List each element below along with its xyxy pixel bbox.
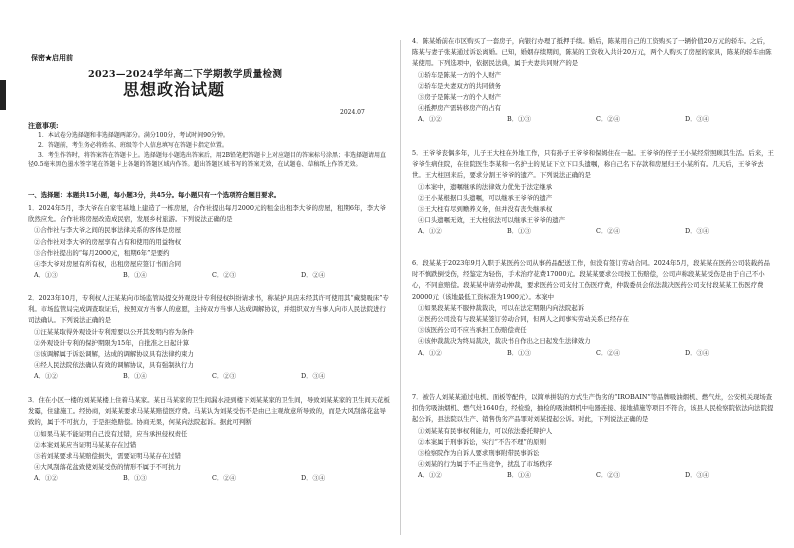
option: ①刘某某有民事权利能力，可以依法委托辩护人 — [418, 426, 553, 435]
question-1 — [28, 203, 390, 281]
option: ③该调解属于诉讼调解，达成的调解协议具有法律约束力 — [34, 350, 194, 359]
option: ②医药公司没有与段某某签订劳动合同，但两人之间事实劳动关系已经存在 — [418, 315, 629, 324]
column-divider — [400, 40, 401, 535]
answer-choices — [412, 114, 774, 125]
option: ③若刘某要求马某赔偿损失，需要证明马某存在过错 — [34, 452, 181, 461]
answer-choice: A．①② — [418, 471, 442, 480]
question-4 — [412, 36, 774, 126]
exam-title: 2023—2024学年高二下学期教学质量检测 — [88, 69, 283, 80]
answer-choice: D．③④ — [301, 474, 326, 483]
answer-choice: A．①② — [34, 474, 58, 483]
question-stem: 4．陈某婚前在市区购买了一套房子，向银行办理了抵押手续。婚后，陈某用自己的工资购买了一辆价值20万元的轿车。之后，陈某与妻子张某通过诉讼离婚。已知，婚姻存续期间，陈某的工资收入共计20万元，两个人购买了房屋的家具，陈某的轿车由陈某使用。下列选项中，依据民法典，属于夫妻共同财产的是 — [412, 37, 772, 68]
option: ②本案刘某应当证明马某某存在过错 — [34, 440, 137, 449]
notice-item: 3．考生作答时，将答案答在答题卡上。选择题每小题选出答案后，用2B铅笔把答题卡上对应题目的答案标号涂黑；非选择题请用直径0.5毫米黑色墨水签字笔在答题卡上各题的答题区域内作答。超出答题区域书写的答案无效，在试题卷、草稿纸上作答无效。 — [28, 151, 387, 169]
answer-choices — [28, 270, 390, 281]
answer-choice: C．②③ — [212, 271, 237, 280]
answer-choices — [412, 226, 774, 237]
option: ③检察院作为自诉人要求刑事附带民事诉讼 — [418, 449, 540, 458]
option: ②合作社对李大爷的房屋享有占有和使用的用益物权 — [34, 237, 181, 246]
notice-list — [28, 131, 390, 170]
answer-choice: A．①③ — [34, 271, 58, 280]
answer-choice: C．②④ — [596, 227, 621, 236]
option: ①如果马某不能证明自己没有过错，应当承担侵权责任 — [34, 429, 188, 438]
answer-choice: C．②④ — [596, 348, 621, 357]
question-stem: 7．被告人刘某某通过电机、面板等配件，以简单拼装的方式生产伪劣的“IROBAIN”等品牌吸油烟机、燃气灶，公安机关现场查扣伪劣吸油烟机、燃气灶1640台，经检验，抽检的吸油烟机中电器连接、接地措施等项目不符合，该县人民检察院依法向法院提起公诉，县法院以生产、销售伪劣产品罪对刘某提起公诉。对此，下列说法正确的是 — [412, 393, 774, 424]
option: ③王大柱有尽到赡养义务，但并没有丧失继承权 — [418, 205, 553, 214]
answer-choice: B．①③ — [123, 474, 147, 483]
option: ②轿车是夫妻双方的共同债务 — [418, 81, 502, 90]
answer-choices — [412, 470, 774, 481]
answer-choice: D．③④ — [685, 471, 710, 480]
answer-choice: D．③④ — [685, 227, 710, 236]
subject-title: 思想政治试题 — [123, 80, 226, 99]
answer-choice: D．③④ — [685, 348, 710, 357]
question-6 — [412, 258, 774, 359]
option: ④刘某的行为属于不正当竞争，扰乱了市场秩序 — [418, 460, 553, 469]
option: ①如果段某某不服仲裁裁决，可以在法定期限内向法院起诉 — [418, 303, 585, 312]
question-2 — [28, 293, 390, 383]
notice-heading: 注意事项: — [28, 121, 59, 130]
answer-choice: A．①② — [418, 115, 442, 124]
question-stem: 6．段某某于2023年9月入职于某医药公司从事药品配送工作，但没有签订劳动合同。2024年5月，段某某在医药公司装载药品时不慎跌倒受伤，经鉴定为轻伤，手术治疗花费17000元。段某某要求公司按工伤赔偿，公司声称段某某受伤是由于自己不小心，不同意赔偿。段某某申请劳动仲裁，要求医药公司支付工伤医疗费，仲裁委员会依法裁决医药公司支付段某某工伤医疗费20000元（该地最低工资标准为1900元）。本案中 — [412, 259, 770, 301]
answer-choice: B．①③ — [507, 227, 531, 236]
answer-choice: A．①② — [418, 348, 442, 357]
answer-choice: B．①④ — [507, 471, 531, 480]
question-7 — [412, 392, 774, 482]
option: ①汪某某取得外观设计专利需要以公开其发明内容为条件 — [34, 327, 194, 336]
answer-choice: C．②③ — [596, 471, 621, 480]
exam-date: 2024.07 — [340, 109, 365, 116]
answer-choice: B．①④ — [123, 271, 147, 280]
question-5 — [412, 148, 774, 238]
answer-choice: D．③④ — [301, 372, 326, 381]
option: ③合作社提出的“每月2000元，租期6年”是要约 — [34, 248, 170, 257]
question-stem: 2．2023年10月，专利权人汪某某向市场监管局提交外观设计专利侵权纠纷请求书，称某护具店未经其许可使用其“藏獒吸床”专利。市场监管局完成调查取证后，按照双方当事人的意愿，主持双方当事人达成调解协议，并组织双方当事人向市人民法院进行司法确认。下列说法正确的是 — [28, 294, 389, 325]
option: ①合作社与李大爷之间的民事法律关系的客体是房屋 — [34, 226, 181, 235]
option: ④大风刮落花盆致使刘某受伤的情形不属于不可抗力 — [34, 463, 181, 472]
answer-choice: A．①② — [34, 372, 58, 381]
option: ②外观设计专利的保护期限为15年，自批准之日起计算 — [34, 338, 190, 347]
option: ②王小某根据口头遗嘱，可以继承王爷爷的遗产 — [418, 193, 553, 202]
answer-choice: A．①② — [418, 227, 442, 236]
question-3 — [28, 395, 390, 485]
option: ④口头遗嘱无效，王大柱依法可以继承王爷爷的遗产 — [418, 216, 565, 225]
answer-choices — [28, 473, 390, 484]
option: ④该仲裁裁决为终局裁决，裁决书自作出之日起发生法律效力 — [418, 337, 591, 346]
option: ④经人民法院依法确认有效的调解协议，具有强制执行力 — [34, 361, 194, 370]
scan-edge-mark — [0, 80, 6, 110]
section-heading: 一、选择题：本题共15小题，每小题3分，共45分。每小题只有一个选项符合题目要求。 — [28, 191, 281, 199]
question-stem: 3．住在小区一楼的刘某某楼上住着马某家。某日马某家的卫生间漏水浸到楼下刘某某家的卫生间，导致刘某某家的卫生间天花板发霉，住建施工。经协商，刘某某要求马某某赔偿医疗费。马某认为刘某受伤不是由已主观故意所导致的，而是大风刮落花盆导致的，属于不可抗力，于是拒绝赔偿。协商无果，何某向法院起诉。据此可判断 — [28, 396, 390, 427]
option: ①本案中，遗嘱继承的法律效力优先于法定继承 — [418, 182, 553, 191]
answer-choices — [412, 348, 774, 359]
notice-item: 1．本试卷分选择题和非选择题两部分。满分100分，考试时间90分钟。 — [38, 132, 229, 139]
answer-choice: C．②③ — [212, 372, 237, 381]
answer-choice: C．②④ — [596, 115, 621, 124]
answer-choice: D．③④ — [685, 115, 710, 124]
answer-choice: B．①③ — [507, 348, 531, 357]
question-stem: 5．王爷爷丧偶多年，儿子王大柱在外地工作，只有孙子王爷爷和保姆住在一起。王爷爷的侄子王小某经常照顾其生活。后来，王爷爷生病住院，在住院医生李某和一名护士的见证下立下口头遗嘱，称自己名下存款和房屋归王小某所有。几天后，王爷爷去世。王大柱回来后，要求分割王爷爷的遗产。下列说法正确的是 — [412, 149, 774, 180]
answer-choice: B．①④ — [123, 372, 147, 381]
answer-choice: C．②④ — [212, 474, 237, 483]
secret-label: 保密★启用前 — [31, 53, 73, 62]
answer-choice: D．②④ — [301, 271, 326, 280]
answer-choice: B．①③ — [507, 115, 531, 124]
option: ④抵押房产需转移房产的占有 — [418, 104, 502, 113]
question-stem: 1．2024年5月，李大爷在自家宅基地上建造了一栋房屋，合作社提出每月2000元的租金出租李大爷的房屋，租期6年，李大爷欣然应允。合作社将房屋改造成民宿，发展乡村旅游。下列说法正确的是 — [28, 204, 386, 224]
notice-item: 2．答题前，考生务必将姓名、班级等个人信息填写在答题卡指定位置。 — [38, 141, 228, 149]
option: ④李大爷对房屋有所有权，出租房屋应签订书面合同 — [34, 260, 181, 269]
answer-choices — [28, 371, 390, 382]
option: ③该医药公司不应当承担工伤赔偿责任 — [418, 326, 527, 335]
option: ①轿车是陈某一方的个人财产 — [418, 70, 502, 79]
option: ②本案属于刑事诉讼，实行“不告不理”的原则 — [418, 437, 546, 446]
option: ③房子是陈某一方的个人财产 — [418, 93, 502, 102]
